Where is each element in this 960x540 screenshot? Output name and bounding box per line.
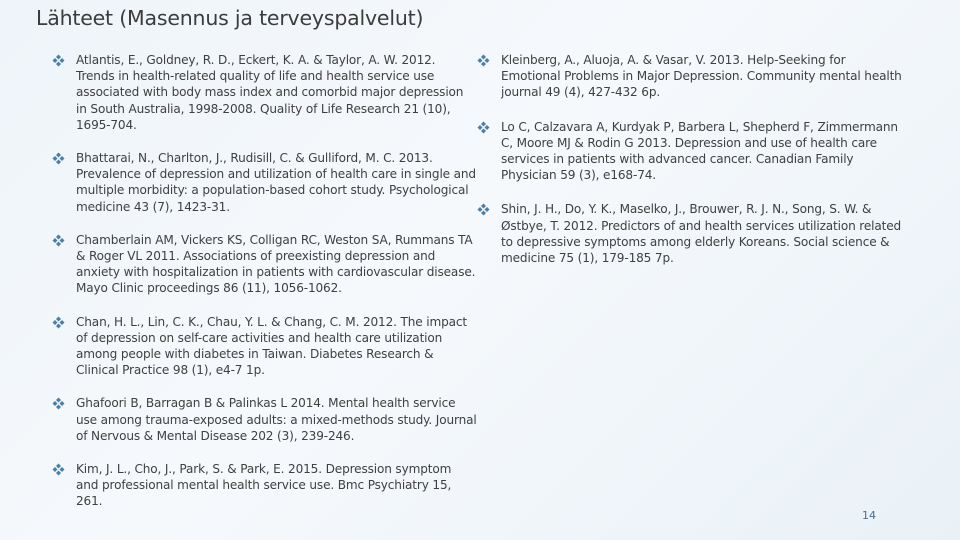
reference-item: [52, 232, 477, 297]
reference-text: Kim, J. L., Cho, J., Park, S. & Park, E. 2015. Depression symptom and professional mental health service use. Bmc Psychiatry 15, 261.: [76, 462, 452, 509]
reference-text: Lo C, Calzavara A, Kurdyak P, Barbera L, Shepherd F, Zimmermann C, Moore MJ & Rodin G 2013. Depression and use of health care services in patients with advanced cancer. Canadian Family Physician 59 (3), e168-74.: [501, 119, 898, 183]
diamond-quad-bullet-icon: [477, 203, 490, 216]
diamond-quad-bullet-icon: [52, 463, 65, 476]
diamond-quad-bullet-icon: [52, 316, 65, 329]
page-number: 14: [862, 509, 876, 522]
reference-item: [52, 52, 477, 133]
reference-item: [477, 201, 907, 266]
reference-text: Atlantis, E., Goldney, R. D., Eckert, K. A. & Taylor, A. W. 2012. Trends in health-related quality of life and health service use associated with body mass index and comorbid major depression in South Australia, 1998-2008. Quality of Life Research 21 (10), 1695-704.: [76, 53, 464, 132]
reference-item: [52, 150, 477, 215]
reference-item: [477, 119, 907, 184]
diamond-quad-bullet-icon: [477, 121, 490, 134]
reference-text: Shin, J. H., Do, Y. K., Maselko, J., Brouwer, R. J. N., Song, S. W. & Østbye, T. 2012. Predictors of and health services utilization related to depressive symptoms among elderly Koreans. Social science & medicine 75 (1), 179-185 7p.: [501, 202, 902, 266]
slide-title: Lähteet (Masennus ja terveyspalvelut): [36, 6, 424, 30]
reference-item: [477, 52, 907, 101]
reference-item: [52, 314, 477, 379]
reference-item: [52, 395, 477, 444]
reference-item: [52, 461, 477, 510]
diamond-quad-bullet-icon: [477, 54, 490, 67]
reference-text: Kleinberg, A., Aluoja, A. & Vasar, V. 2013. Help-Seeking for Emotional Problems in Major Depression. Community mental health journal 49 (4), 427-432 6p.: [501, 53, 902, 100]
reference-text: Chan, H. L., Lin, C. K., Chau, Y. L. & Chang, C. M. 2012. The impact of depression on self-care activities and health care utilization among people with diabetes in Taiwan. Diabetes Research & Clinical Practice 98 (1), e4-7 1p.: [76, 314, 467, 378]
reference-text: Chamberlain AM, Vickers KS, Colligan RC, Weston SA, Rummans TA & Roger VL 2011. Associations of preexisting depression and anxiety with hospitalization in patients with cardiovascular disease. Mayo Clinic proceedings 86 (11), 1056-1062.: [76, 232, 476, 296]
diamond-quad-bullet-icon: [52, 54, 65, 67]
diamond-quad-bullet-icon: [52, 152, 65, 165]
references-right-column: [477, 52, 907, 284]
reference-text: Bhattarai, N., Charlton, J., Rudisill, C. & Gulliford, M. C. 2013. Prevalence of depression and utilization of health care in single and multiple morbidity: a population-based cohort study. Psychological medicine 43 (7), 1423-31.: [76, 151, 476, 214]
references-left-column: [52, 52, 477, 527]
diamond-quad-bullet-icon: [52, 397, 65, 410]
diamond-quad-bullet-icon: [52, 234, 65, 247]
reference-text: Ghafoori B, Barragan B & Palinkas L 2014. Mental health service use among trauma-exposed adults: a mixed-methods study. Journal of Nervous & Mental Disease 202 (3), 239-246.: [76, 396, 477, 443]
